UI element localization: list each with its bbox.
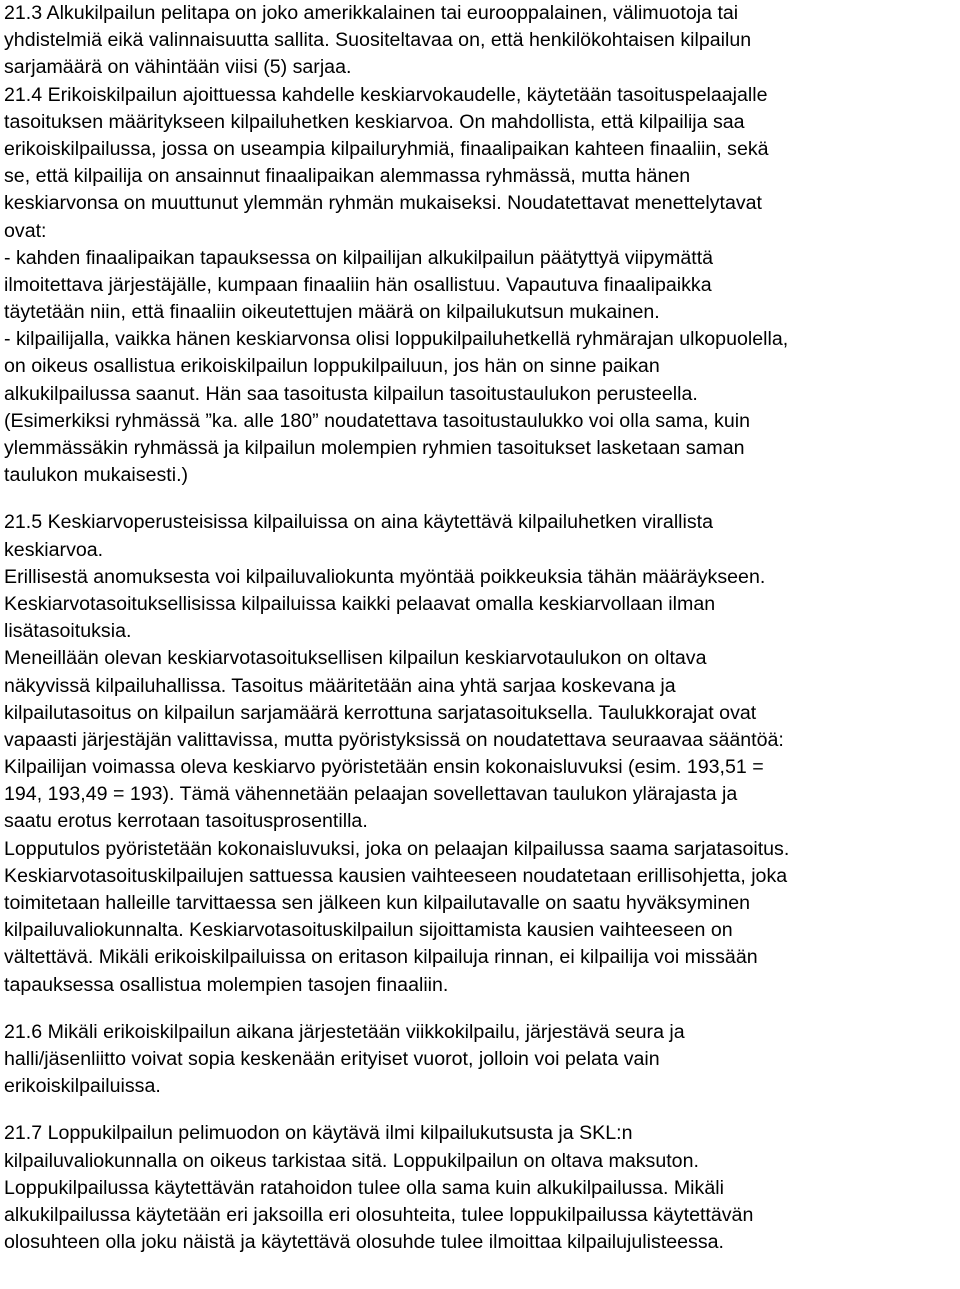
paragraph-gap <box>4 999 956 1019</box>
text-line: se, että kilpailija on ansainnut finaalipaikan alemmassa ryhmässä, mutta hänen <box>4 165 691 188</box>
text-line: alkukilpailussa käytetään eri jaksoilla eri olosuhteita, tulee loppukilpailussa käytettävän <box>4 1203 754 1226</box>
text-line: näkyvissä kilpailuhallissa. Tasoitus määritetään aina yhtä sarjaa koskevana ja <box>4 674 676 697</box>
text-line: erikoiskilpailussa, jossa on useampia kilpailuryhmiä, finaalipaikan kahteen finaaliin, sekä <box>4 137 769 160</box>
paragraph-gap <box>4 1100 956 1120</box>
text-line: Loppukilpailussa käytettävän ratahoidon tulee olla sama kuin alkukilpailussa. Mikäli <box>4 1176 724 1199</box>
text-line: vältettävä. Mikäli erikoiskilpailuissa on eritason kilpailuja rinnan, ei kilpailija voi missään <box>4 946 758 969</box>
text-line: 194, 193,49 = 193). Tämä vähennetään pelaajan sovellettavan taulukon ylärajasta ja <box>4 783 738 806</box>
text-line: alkukilpailussa saanut. Hän saa tasoitusta kilpailun tasoitustaulukon perusteella. <box>4 382 698 405</box>
text-line: ylemmässäkin ryhmässä ja kilpailun molempien ryhmien tasoitukset lasketaan saman <box>4 437 745 459</box>
text-line: ilmoitettava järjestäjälle, kumpaan finaaliin hän osallistuu. Vapautuva finaalipaikka <box>4 273 712 296</box>
paragraph-gap <box>4 489 956 509</box>
text-line: kilpailuvaliokunnalla on oikeus tarkistaa sitä. Loppukilpailun on oltava maksuton. <box>4 1149 699 1172</box>
text-line: Kilpailijan voimassa oleva keskiarvo pyöristetään ensin kokonaisluvuksi (esim. 193,51 = <box>4 756 764 779</box>
section-21-6 <box>4 1019 956 1101</box>
text-line: on oikeus osallistua erikoiskilpailun loppukilpailuun, jos hän on sinne paikan <box>4 355 660 378</box>
text-line: saatu erotus kerrotaan tasoitusprosentilla. <box>4 810 368 833</box>
text-line: Lopputulos pyöristetään kokonaisluvuksi, joka on pelaajan kilpailussa saama sarjatasoitus. <box>4 837 790 860</box>
text-line: 21.5 Keskiarvoperusteisissa kilpailuissa on aina käytettävä kilpailuhetken virallista <box>4 511 714 534</box>
text-line: 21.4 Erikoiskilpailun ajoittuessa kahdelle keskiarvokaudelle, käytetään tasoituspelaajalle <box>4 83 768 106</box>
text-line: keskiarvonsa on muuttunut ylemmän ryhmän mukaiseksi. Noudatettavat menettelytavat <box>4 192 762 215</box>
text-line: 21.3 Alkukilpailun pelitapa on joko amerikkalainen tai eurooppalainen, välimuotoja tai <box>4 2 739 24</box>
text-line: - kahden finaalipaikan tapauksessa on kilpailijan alkukilpailun päätyttyä viipymättä <box>4 246 714 269</box>
text-line: täytetään niin, että finaaliin oikeutettujen määrä on kilpailukutsun mukainen. <box>4 301 660 324</box>
text-line: 21.6 Mikäli erikoiskilpailun aikana järjestetään viikkokilpailu, järjestävä seura ja <box>4 1020 685 1043</box>
text-line: halli/jäsenliitto voivat sopia keskenään erityiset vuorot, jolloin voi pelata vain <box>4 1047 660 1070</box>
text-line: (Esimerkiksi ryhmässä ”ka. alle 180” noudatettava tasoitustaulukko voi olla sama, kuin <box>4 409 750 432</box>
text-line: olosuhteen olla joku näistä ja käytettävä olosuhde tulee ilmoittaa kilpailujulisteessa. <box>4 1231 724 1254</box>
text-line: vapaasti järjestäjän valittavissa, mutta pyöristyksissä on noudatettava seuraavaa sääntöä: <box>4 728 784 751</box>
section-21-7 <box>4 1120 956 1256</box>
section-21-5 <box>4 509 956 998</box>
section-21-3-to-21-4 <box>4 0 956 489</box>
text-line: toimitetaan halleille tarvittaessa sen jälkeen kun kilpailutavalle on saatu hyväksyminen <box>4 892 751 914</box>
text-line: Keskiarvotasoituksellisissa kilpailuissa kaikki pelaavat omalla keskiarvollaan ilman <box>4 592 716 615</box>
text-line: erikoiskilpailuissa. <box>4 1075 161 1098</box>
text-line: lisätasoituksia. <box>4 620 132 643</box>
text-line: kilpailuvaliokunnalta. Keskiarvotasoituskilpailun sijoittamista kausien vaihteeseen on <box>4 919 733 942</box>
text-line: yhdistelmiä eikä valinnaisuutta sallita. Suositeltavaa on, että henkilökohtaisen kilpailun <box>4 29 752 52</box>
text-line: Meneillään olevan keskiarvotasoituksellisen kilpailun keskiarvotaulukon on oltava <box>4 647 707 670</box>
text-line: Erillisestä anomuksesta voi kilpailuvaliokunta myöntää poikkeuksia tähän määräykseen. <box>4 565 766 588</box>
text-line: Keskiarvotasoituskilpailujen sattuessa kausien vaihteeseen noudatetaan erillisohjetta, joka <box>4 864 788 887</box>
text-line: keskiarvoa. <box>4 538 104 561</box>
text-line: 21.7 Loppukilpailun pelimuodon on käytävä ilmi kilpailukutsusta ja SKL:n <box>4 1122 633 1145</box>
text-line: - kilpailijalla, vaikka hänen keskiarvonsa olisi loppukilpailuhetkellä ryhmärajan ulkopuolella, <box>4 328 789 351</box>
text-line: taulukon mukaisesti.) <box>4 464 189 487</box>
text-line: sarjamäärä on vähintään viisi (5) sarjaa. <box>4 56 352 79</box>
text-line: ovat: <box>4 219 47 242</box>
text-line: tasoituksen määritykseen kilpailuhetken keskiarvoa. On mahdollista, että kilpailija saa <box>4 110 745 133</box>
text-line: tapauksessa osallistua molempien tasojen finaaliin. <box>4 973 449 996</box>
document-page <box>4 0 956 1256</box>
text-line: kilpailutasoitus on kilpailun sarjamäärä kerrottuna sarjatasoituksella. Taulukkorajat ovat <box>4 701 757 724</box>
